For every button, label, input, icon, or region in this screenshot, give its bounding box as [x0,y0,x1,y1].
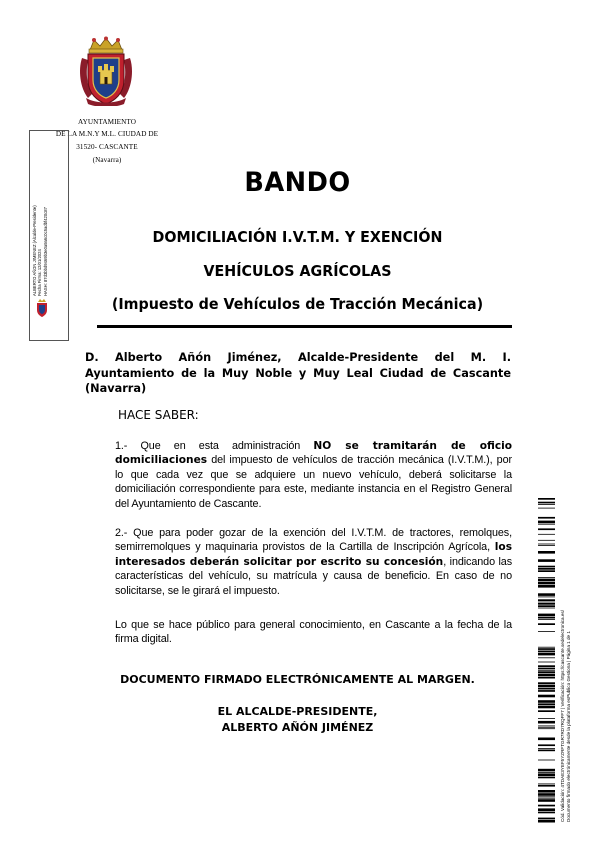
paragraph-2-bold: los interesados deberán solicitar por escrito su concesión [115,541,512,568]
paragraph-2 [85,526,512,598]
signer-name: ALBERTO AÑÓN JIMÉNEZ [221,721,374,734]
validation-text [560,500,572,822]
paragraph-1-bold: NO se tramitarán de oficio domiciliaciones [115,440,513,467]
municipality-line-2: DE LA M.N.Y M.L. CIUDAD DE [55,130,159,138]
document-title: BANDO [244,167,351,198]
municipality-line-3: 31520- CASCANTE [76,143,138,151]
subtitle-line-2: VEHÍCULOS AGRÍCOLAS [203,262,392,280]
paragraph-3: Lo que se hace público para general conocimiento, en Cascante a la fecha de la firma digital. [115,619,512,646]
paragraph-1-text-a: 1.- Que en esta administración [115,440,314,452]
divider-rule [97,325,512,328]
validation-line: Cód. Validación: 4TDAE3YEF5YZRFTGR7RD7RQFF7 | Verificación: https://cascante.sedelectronica.es/ [560,610,565,822]
signature-line: HASH: 87d3bbd9469b3e0a9a6c0c5adbf420c87 [42,207,48,296]
paragraph-2-text-c: , indicando las características del vehículo, su matrícula y causa de beneficio. En caso de no solicitarse, se le girará el impuesto. [115,555,512,597]
subtitle-line-1: DOMICILIACIÓN I.V.T.M. Y EXENCIÓN [152,228,443,246]
municipality-line-1: AYUNTAMIENTO [77,118,137,126]
paragraph-1 [85,439,512,511]
intro-paragraph: D. Alberto Añón Jiménez, Alcalde-Presidente del M. I. Ayuntamiento de la Muy Noble y Muy Leal Ciudad de Cascante (Navarra) [85,351,511,395]
validation-line: Documento firmado electrónicamente desde la plataforma esPublico Gestiona | Página 1 de 1 [566,631,571,822]
barcode-icon [538,498,555,823]
signature-line: Fecha Firma: 12/01/2024 [37,249,43,296]
hace-saber-heading: HACE SABER: [118,408,199,422]
coat-of-arms-icon [78,36,134,106]
municipality-line-4: (Navarra) [92,156,122,164]
subtitle-line-3: (Impuesto de Vehículos de Tracción Mecánica) [111,295,484,313]
paragraph-2-text-a: 2.- Que para poder gozar de la exención del I.V.T.M. de tractores, remolques, semirremolques y maquinaria provistos de la Cartilla de Inscripción Agrícola, [115,527,512,554]
paragraph-1-text-c: del impuesto de vehículos de tracción mecánica (I.V.T.M.), por lo que cada vez que se adquiere un nuevo vehículo, deberá solicitarse la domiciliación correspondiente para este, mediante instancia en el Registro General del Ayuntamiento de Cascante. [115,454,512,510]
signer-role: EL ALCALDE-PRESIDENTE, [217,705,378,718]
signed-note: DOCUMENTO FIRMADO ELECTRÓNICAMENTE AL MARGEN. [120,673,475,686]
signature-line: ALBERTO AÑON JIMENEZ (Alcalde-Presidente) [32,205,37,296]
